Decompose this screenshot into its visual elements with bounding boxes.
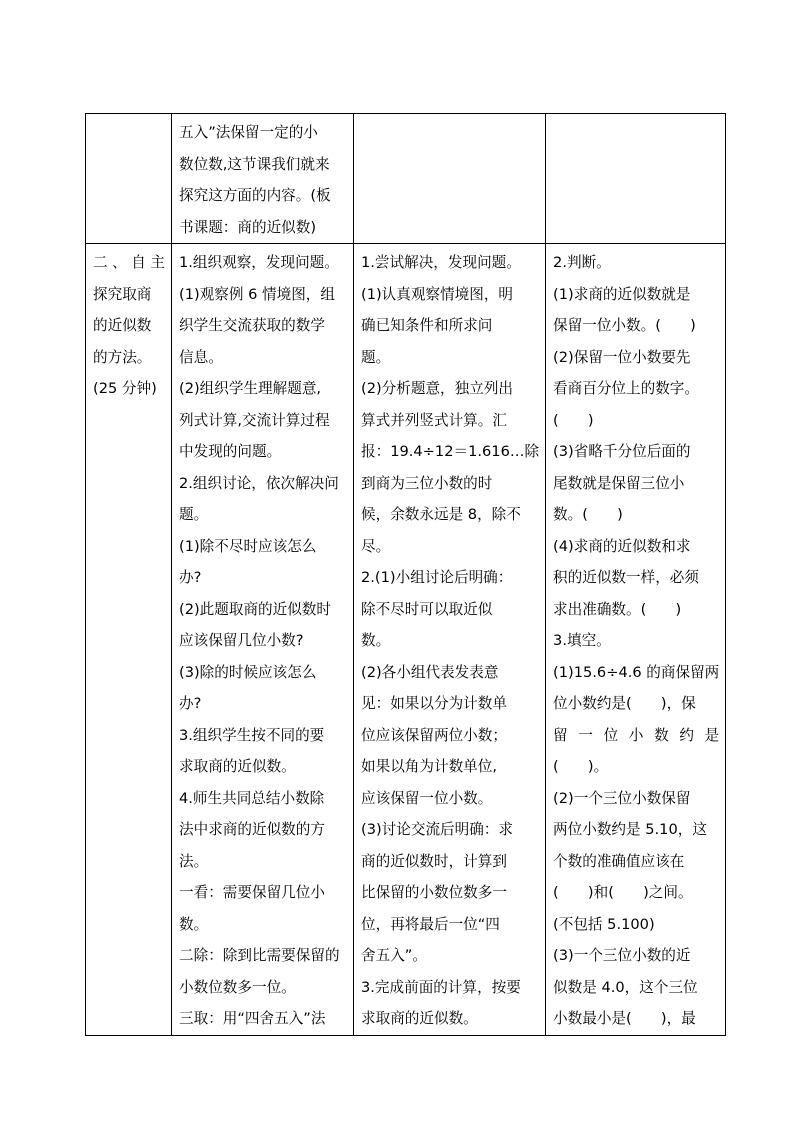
teacher-activity-cell [172, 114, 354, 244]
stage-cell [86, 114, 172, 244]
text-line: 3.完成前面的计算，按要 [361, 978, 521, 996]
text-line: ( )。 [553, 758, 609, 775]
lesson-plan-table [85, 113, 726, 1036]
text-line: 求取商的近似数。 [361, 1010, 478, 1027]
text-line: 数位数,这节课我们就来 [179, 155, 330, 173]
text-line: 信息。 [179, 348, 223, 366]
text-line: 似数是 4.0，这个三位 [553, 978, 698, 996]
text-line: 留一位小数约是 [553, 726, 720, 744]
text-line: 3.填空。 [553, 632, 611, 649]
text-line: 4.师生共同总结小数除 [179, 789, 325, 807]
text-line: (2)组织学生理解题意, [179, 380, 322, 397]
text-line: (4)求商的近似数和求 [553, 537, 691, 555]
text-line: 舍五入”。 [361, 947, 427, 964]
text-line: 算式并列竖式计算。汇 [361, 411, 507, 429]
text-line: (1)除不尽时应该怎么 [179, 537, 317, 555]
text-line: 位应该保留两位小数； [361, 726, 507, 744]
text-line: (2)一个三位小数保留 [553, 789, 691, 807]
text-line: 题。 [361, 348, 391, 366]
text-line: 2.(1)小组讨论后明确： [361, 569, 513, 586]
text-line: 比保留的小数位数多一 [361, 884, 507, 901]
text-line: 见：如果以分为计数单 [361, 695, 507, 712]
text-line: 探究取商 [93, 285, 152, 303]
text-line: 的方法。 [93, 348, 152, 366]
text-line: 小数最小是( )，最 [553, 1010, 696, 1027]
text-line: (3)省略千分位后面的 [553, 443, 691, 460]
text-line: 二、自主 [93, 254, 165, 271]
table-row [86, 114, 726, 244]
text-line: 看商百分位上的数字。 [553, 380, 699, 397]
table-row [86, 244, 726, 1036]
text-line: 尾数就是保留三位小 [553, 474, 685, 492]
text-line: (1)观察例 6 情境图，组 [179, 285, 335, 303]
text-line: (1)15.6÷4.6 的商保留两 [553, 663, 720, 681]
text-line: 报：19.4÷12＝1.616…除 [361, 443, 540, 460]
text-line: 求出准确数。( ) [553, 600, 682, 618]
text-line: ( ) [553, 411, 594, 429]
text-line: 办? [179, 695, 202, 712]
practice-cell [546, 114, 726, 244]
text-line: 列式计算,交流计算过程 [179, 411, 330, 429]
teacher-activity-cell [172, 244, 354, 1036]
text-line: 小数位数多一位。 [179, 978, 296, 996]
text-line: 五入”法保留一定的小 [179, 124, 318, 141]
text-line: 保留一位小数。( ) [553, 317, 696, 334]
text-line: 商的近似数时，计算到 [361, 852, 507, 870]
text-line: 如果以角为计数单位, [361, 758, 497, 775]
text-line: 法。 [179, 852, 209, 870]
student-activity-cell [354, 114, 546, 244]
text-line: 书课题：商的近似数) [179, 218, 317, 236]
stage-cell [86, 244, 172, 1036]
text-line: ( )和( )之间。 [553, 884, 693, 901]
practice-cell [546, 244, 726, 1036]
text-line: 一看：需要保留几位小 [179, 884, 325, 901]
text-line: 到商为三位小数的时 [361, 474, 493, 492]
text-line: (1)认真观察情境图，明 [361, 285, 514, 303]
student-activity-cell [354, 244, 546, 1036]
text-line: (3)讨论交流后明确：求 [361, 821, 514, 838]
text-line: 三取：用“四舍五入”法 [179, 1010, 326, 1027]
text-line: 候，余数永远是 8，除不 [361, 506, 521, 523]
text-line: 二除：除到比需要保留的 [179, 947, 340, 964]
text-line: (不包括 5.100) [553, 915, 655, 933]
text-line: 个数的准确值应该在 [553, 852, 685, 870]
text-line: 尽。 [361, 537, 391, 555]
text-line: 2.判断。 [553, 254, 611, 271]
text-line: (1)求商的近似数就是 [553, 285, 691, 303]
text-line: 位小数约是( )，保 [553, 695, 696, 712]
text-line: (25 分钟) [93, 380, 157, 397]
text-line: 中发现的问题。 [179, 443, 282, 460]
text-line: (2)保留一位小数要先 [553, 348, 691, 366]
text-line: 求取商的近似数。 [179, 758, 296, 775]
text-line: 应该保留一位小数。 [361, 789, 493, 807]
text-line: 确已知条件和所求问 [361, 317, 493, 334]
text-line: (2)此题取商的近似数时 [179, 600, 332, 618]
text-line: (2)各小组代表发表意 [361, 663, 499, 681]
text-line: 织学生交流获取的数学 [179, 317, 325, 334]
text-line: 数。( ) [553, 506, 623, 523]
text-line: 法中求商的近似数的方 [179, 821, 325, 838]
text-line: 数。 [179, 915, 209, 933]
text-line: 应该保留几位小数? [179, 632, 304, 649]
text-line: 2.组织讨论，依次解决问 [179, 474, 339, 492]
text-line: 题。 [179, 506, 209, 523]
text-line: 的近似数 [93, 317, 152, 334]
text-line: 探究这方面的内容。(板 [179, 187, 331, 204]
text-line: 1.组织观察，发现问题。 [179, 254, 339, 271]
text-line: 3.组织学生按不同的要 [179, 726, 325, 744]
text-line: 位，再将最后一位“四 [361, 915, 500, 933]
text-line: 办? [179, 569, 202, 586]
text-line: (3)除的时候应该怎么 [179, 663, 317, 681]
text-line: 两位小数约是 5.10，这 [553, 821, 707, 838]
text-line: 数。 [361, 632, 391, 649]
text-line: (3)一个三位小数的近 [553, 947, 691, 964]
text-line: (2)分析题意，独立列出 [361, 380, 514, 397]
text-line: 除不尽时可以取近似 [361, 600, 493, 618]
text-line: 1.尝试解决，发现问题。 [361, 254, 521, 271]
text-line: 积的近似数一样，必须 [553, 569, 699, 586]
